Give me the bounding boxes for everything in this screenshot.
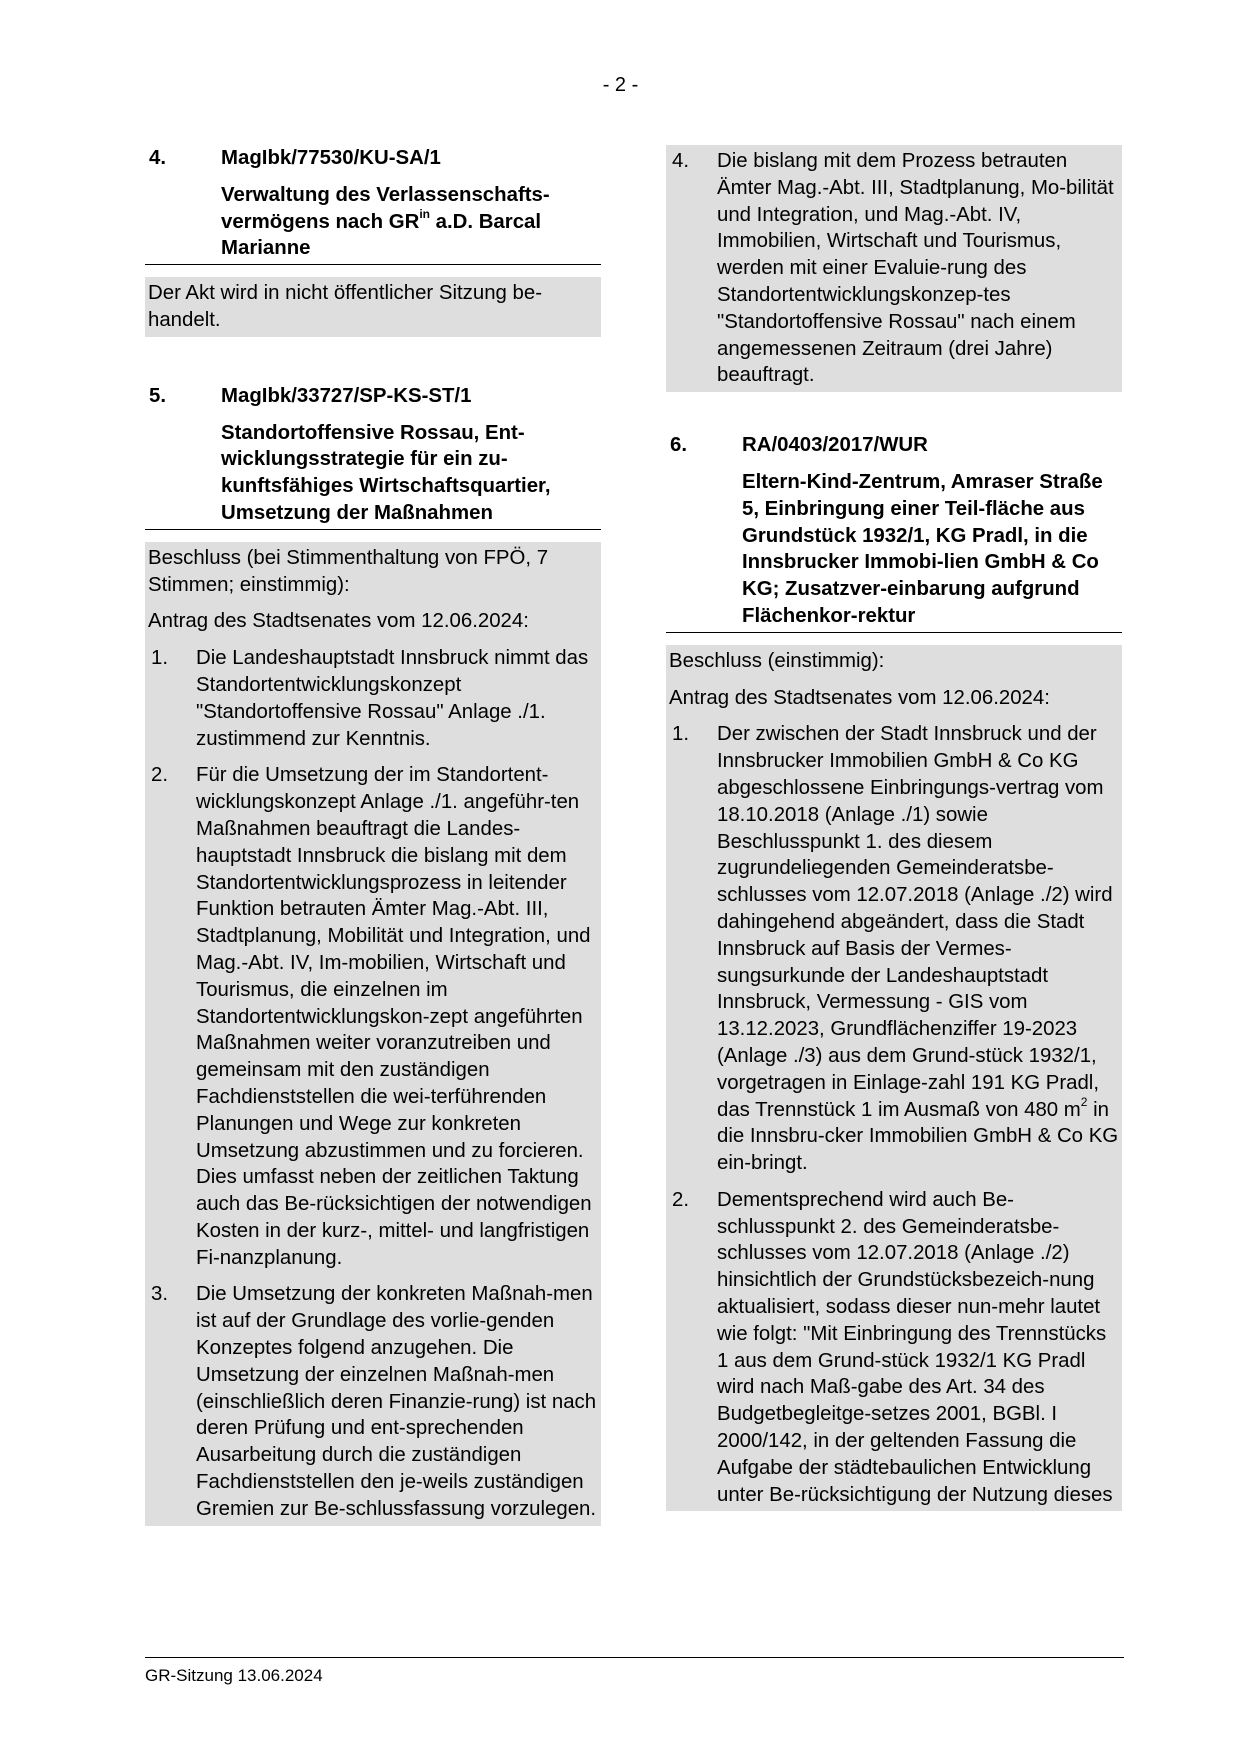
- list-number: 3.: [151, 1283, 169, 1306]
- agenda-item-5: [145, 383, 601, 1526]
- resolution-text: Beschluss (bei Stimmenthaltung von FPÖ, 7 Stimmen; einstimmig):: [148, 546, 549, 596]
- item-5-continuation: [666, 145, 1122, 392]
- item-5-body: [145, 542, 601, 1526]
- item-title: Eltern-Kind-Zentrum, Amraser Straße 5, Einbringung einer Teil-fläche aus Grundstück 1932/1, KG Pradl, in die Innsbrucker Immobi-lien GmbH & Co KG; Zusatzver-einbarung aufgrund Flächenkor-rektur: [742, 470, 1103, 627]
- item-code: MagIbk/77530/KU-SA/1: [221, 147, 441, 169]
- list-number: 1.: [672, 723, 690, 746]
- note-text: Der Akt wird in nicht öffentlicher Sitzung be-handelt.: [148, 282, 543, 331]
- list-text: [717, 723, 1118, 1174]
- item-4-note: [145, 277, 601, 337]
- list-number: 2.: [151, 764, 169, 787]
- item-title-text: Verwaltung des Verlassenschafts-vermögens nach GR: [221, 183, 550, 233]
- item-number: 5.: [149, 384, 167, 407]
- item-number: 4.: [149, 147, 167, 169]
- list-item: [669, 721, 1119, 1177]
- list-text: Dementsprechend wird auch Be-schlusspunkt 2. des Gemeinderatsbe-schlusses vom 12.07.2018 (Anlage ./2) hinsichtlich der Grundstücksbezeich-nung aktualisiert, sodass dieser nun-mehr lautet wie folgt: "Mit Einbringung des Trennstücks 1 aus dem Grund-stück 1932/1 KG Pradl wird nach Maß-gabe des Art. 34 des Budgetbegleitge-setzes 2001, BGBl. I 2000/142, in der geltenden Fassung die Aufgabe der städtebaulichen Entwicklung unter Be-rücksichtigung der Nutzung dieses: [717, 1188, 1113, 1506]
- left-column: [145, 145, 601, 1526]
- right-column: [666, 145, 1122, 1511]
- list-text: Die Umsetzung der konkreten Maßnah-men ist auf der Grundlage des vorlie-genden Konzeptes folgend anzugehen. Die Umsetzung der einzelnen Maßnah-men (einschließlich deren Finanzie-rung) ist nach deren Prüfung und ent-sprechenden Ausarbeitung durch die zuständigen Fachdienststellen den je-weils zuständigen Gremien zur Be-schlussfassung vorzulegen.: [196, 1283, 597, 1520]
- page-number: - 2 -: [602, 74, 639, 96]
- motion-text: Antrag des Stadtsenates vom 12.06.2024:: [669, 686, 1050, 709]
- list-text: Für die Umsetzung der im Standortent-wicklungskonzept Anlage ./1. angeführ-ten Maßnahmen beauftragt die Landes-hauptstadt Innsbruck die bislang mit dem Standortentwicklungsprozess in leitender Funktion betrauten Ämter Mag.-Abt. III, Stadtplanung, Mobilität und Integration, und Mag.-Abt. IV, Im-mobilien, Wirtschaft und Tourismus, die einzelnen im Standortentwicklungskon-zept angeführten Maßnahmen weiter voranzutreiben und gemeinsam mit den zuständigen Fachdienststellen die wei-terführenden Planungen und Wege zur konkreten Umsetzung abzustimmen und zu forcieren. Dies umfasst neben der zeitlichen Taktung auch das Be-rücksichtigen der notwendigen Kosten in der kurz-, mittel- und langfristigen Fi-nanzplanung.: [196, 764, 592, 1269]
- item-4-header: [145, 145, 601, 265]
- agenda-item-6: [666, 432, 1122, 1511]
- item-5-header: [145, 383, 601, 530]
- list-number: 1.: [151, 647, 169, 670]
- list-text: Die bislang mit dem Prozess betrauten Ämter Mag.-Abt. III, Stadtplanung, Mo-bilität und Integration, und Mag.-Abt. IV, Immobilien, Wirtschaft und Tourismus, werden mit einer Evaluie-rung des Standortentwicklungskonzep-tes "Standortoffensive Rossau" nach einem angemessenen Zeitraum (drei Jahre) beauftragt.: [717, 150, 1114, 387]
- motion-text: Antrag des Stadtsenates vom 12.06.2024:: [148, 610, 529, 633]
- item-6-body: [666, 645, 1122, 1512]
- title-superscript: in: [419, 206, 430, 221]
- list-number: 2.: [672, 1188, 690, 1211]
- list-text-start: Der zwischen der Stadt Innsbruck und der Innsbrucker Immobilien GmbH & Co KG abgeschlossene Einbringungs-vertrag vom 18.10.2018 (Anlage ./1) sowie Beschlusspunkt 1. des diesem zugrundeliegenden Gemeinderatsbe-schlusses vom 12.07.2018 (Anlage ./2) wird dahingehend abgeändert, dass die Stadt Innsbruck auf Basis der Vermes-sungsurkunde der Landeshauptstadt Innsbruck, Vermessung - GIS vom 13.12.2023, Grundflächenziffer 19-2023 (Anlage ./3) aus dem Grund-stück 1932/1, vorgetragen in Einlage-zahl 191 KG Pradl, das Trennstück 1 im Ausmaß von 480 m: [717, 723, 1113, 1121]
- square-meter-superscript: 2: [1080, 1094, 1088, 1109]
- item-6-header: [666, 432, 1122, 633]
- item-code: RA/0403/2017/WUR: [742, 434, 928, 457]
- list-item: [669, 1187, 1119, 1509]
- list-text: Die Landeshauptstadt Innsbruck nimmt das Standortentwicklungskonzept "Standortoffensive Rossau" Anlage ./1. zustimmend zur Kenntnis.: [196, 647, 589, 750]
- footer-text: GR-Sitzung 13.06.2024: [145, 1666, 323, 1685]
- list-item: [148, 762, 598, 1271]
- list-item: [669, 148, 1119, 389]
- item-title: [221, 182, 601, 262]
- list-number: 4.: [672, 150, 690, 172]
- list-item: [148, 645, 598, 752]
- item-title-text-end: a.D. Barcal Marianne: [221, 210, 542, 260]
- agenda-item-4: [145, 145, 601, 337]
- list-item: [148, 1281, 598, 1522]
- item-title: Standortoffensive Rossau, Ent-wicklungsstrategie für ein zu-kunftsfähiges Wirtschaftsquartier, Umsetzung der Maßnahmen: [221, 421, 551, 524]
- footer-divider: [145, 1657, 1124, 1658]
- item-code: MagIbk/33727/SP-KS-ST/1: [221, 384, 472, 407]
- resolution-text: Beschluss (einstimmig):: [669, 649, 885, 672]
- item-number: 6.: [670, 434, 688, 457]
- list-text-end: in die Innsbru-cker Immobilien GmbH & Co KG ein-bringt.: [717, 1098, 1119, 1175]
